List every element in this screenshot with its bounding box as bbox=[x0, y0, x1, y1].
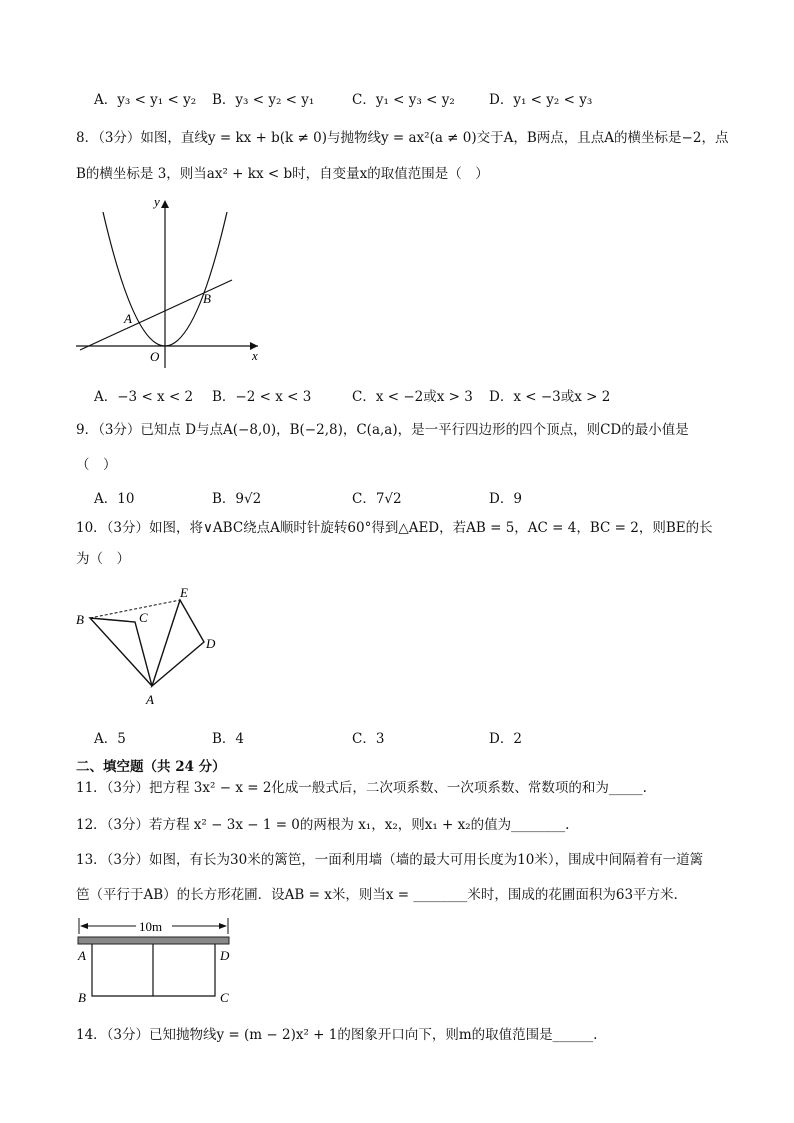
q13-text-line2: 笆（平行于AB）的长方形花圃．设AB = x米，则当x = ________米时，围成的花圃面积为63平方米. bbox=[76, 887, 678, 903]
q7-option-c: C．y₁ < y₃ < y₂ bbox=[352, 92, 455, 108]
q8-figure-parabola bbox=[70, 194, 270, 372]
q13-figure-garden bbox=[70, 914, 245, 1010]
section-heading-fill-in: 二、填空题（共 24 分） bbox=[76, 759, 226, 775]
q11-text: 11．（3分）把方程 3x² − x = 2化成一般式后，二次项系数、一次项系数、常数项的和为_____. bbox=[76, 780, 647, 796]
q10-option-c: C．3 bbox=[352, 731, 385, 747]
q10-text-line1: 10．（3分）如图，将∨ABC绕点A顺时针旋转60°得到△AED，若AB = 5，AC = 4，BC = 2，则BE的长 bbox=[76, 520, 713, 536]
q9-text-line1: 9．（3分）已知点 D与点A(−8,0)，B(−2,8)，C(a,a)，是一平行四边形的四个顶点，则CD的最小值是 bbox=[76, 422, 689, 438]
q13-dim-arrow-left bbox=[80, 923, 88, 929]
q13-wall bbox=[78, 937, 229, 944]
q10-label-b: B bbox=[76, 612, 84, 627]
q10-option-d: D．2 bbox=[489, 731, 522, 747]
q9-option-d: D．9 bbox=[489, 491, 522, 507]
q8-x-label: x bbox=[252, 348, 258, 363]
q8-origin-label: O bbox=[150, 349, 160, 364]
q12-text: 12．（3分）若方程 x² − 3x − 1 = 0的两根为 x₁，x₂，则x₁ + x₂的值为________. bbox=[76, 817, 570, 833]
q10-segment-be bbox=[90, 600, 180, 618]
q13-text-line1: 13．（3分）如图，有长为30米的篱笆，一面利用墙（墙的最大可用长度为10米），围成中间隔着有一道篱 bbox=[76, 852, 704, 868]
q10-label-c: C bbox=[139, 610, 148, 625]
q9-option-b: B．9√2 bbox=[212, 491, 262, 507]
q13-label-b: B bbox=[78, 990, 86, 1005]
q8-text-line1: 8．（3分）如图，直线y = kx + b(k ≠ 0)与抛物线y = ax²(a ≠ 0)交于A，B两点，且点A的横坐标是−2，点 bbox=[76, 130, 729, 146]
q13-label-a: A bbox=[78, 948, 86, 963]
q8-point-a-label: A bbox=[124, 311, 132, 326]
q8-y-axis-arrow bbox=[161, 200, 169, 208]
q10-label-d: D bbox=[206, 636, 216, 651]
q10-label-a: A bbox=[146, 692, 154, 707]
q10-triangle-aed bbox=[152, 600, 204, 686]
q8-point-b-label: B bbox=[203, 291, 211, 306]
q13-label-c: C bbox=[220, 990, 229, 1005]
q7-option-d: D．y₁ < y₂ < y₃ bbox=[489, 92, 593, 108]
q10-text-line2: 为（ ） bbox=[76, 551, 130, 567]
q7-option-a: A．y₃ < y₁ < y₂ bbox=[94, 92, 197, 108]
q10-option-a: A．5 bbox=[94, 731, 126, 747]
q14-text: 14．（3分）已知抛物线y = (m − 2)x² + 1的图象开口向下，则m的取值范围是______. bbox=[76, 1027, 598, 1043]
q13-width-label: 10m bbox=[139, 919, 163, 934]
q10-label-e: E bbox=[180, 585, 188, 600]
q8-option-d: D．x < −3或x > 2 bbox=[489, 389, 611, 405]
q8-option-c: C．x < −2或x > 3 bbox=[352, 389, 473, 405]
q9-option-a: A．10 bbox=[94, 491, 135, 507]
q8-y-label: y bbox=[154, 194, 160, 209]
q13-label-d: D bbox=[220, 948, 230, 963]
q10-triangle-abc bbox=[90, 618, 152, 686]
q8-option-b: B．−2 < x < 3 bbox=[212, 389, 312, 405]
q13-dim-arrow-right bbox=[219, 923, 227, 929]
q9-option-c: C．7√2 bbox=[352, 491, 402, 507]
q8-text-line2: B的横坐标是 3，则当ax² + kx < b时，自变量x的取值范围是（ ） bbox=[76, 166, 489, 182]
q7-option-b: B．y₃ < y₂ < y₁ bbox=[212, 92, 315, 108]
q9-text-line2: （ ） bbox=[76, 457, 117, 473]
q10-option-b: B．4 bbox=[212, 731, 245, 747]
q8-option-a: A．−3 < x < 2 bbox=[94, 389, 194, 405]
q10-figure-rotation bbox=[70, 582, 230, 708]
